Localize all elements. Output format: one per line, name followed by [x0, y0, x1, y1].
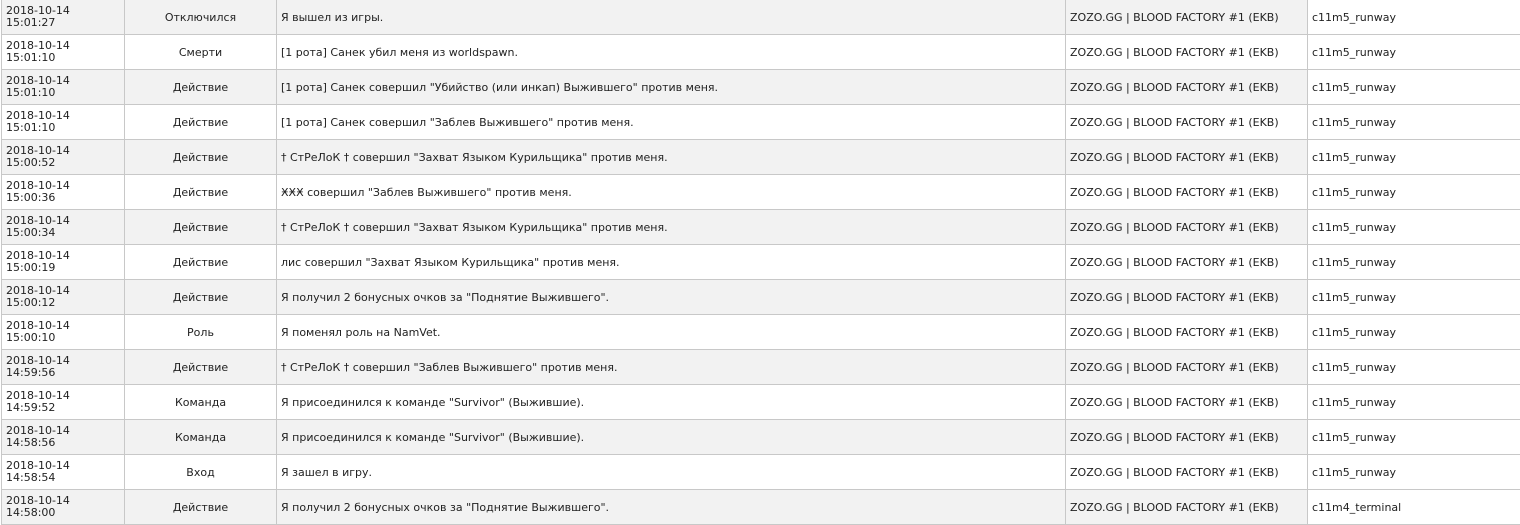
table-row — [2, 140, 1520, 175]
server-name-cell: ZOZO.GG | BLOOD FACTORY #1 (EKB) — [1066, 490, 1308, 525]
event-time: 14:58:54 — [6, 472, 120, 484]
event-description-cell: ӾӾӾ совершил "Заблев Выжившего" против меня. — [277, 175, 1066, 210]
map-name-cell: c11m5_runway — [1308, 140, 1520, 175]
event-time: 15:00:10 — [6, 332, 120, 344]
event-date: 2018-10-14 — [6, 285, 120, 297]
event-type-cell: Смерти — [125, 35, 277, 70]
date-cell — [2, 385, 125, 420]
event-description-cell: [1 рота] Санек совершил "Заблев Выжившего" против меня. — [277, 105, 1066, 140]
event-date: 2018-10-14 — [6, 390, 120, 402]
event-description-cell: [1 рота] Санек убил меня из worldspawn. — [277, 35, 1066, 70]
event-type-cell: Действие — [125, 350, 277, 385]
date-cell — [2, 70, 125, 105]
server-name-cell: ZOZO.GG | BLOOD FACTORY #1 (EKB) — [1066, 175, 1308, 210]
map-name-cell: c11m5_runway — [1308, 455, 1520, 490]
date-cell — [2, 280, 125, 315]
event-description-cell: Я вышел из игры. — [277, 0, 1066, 35]
date-cell — [2, 315, 125, 350]
table-row — [2, 350, 1520, 385]
event-description-cell: Я поменял роль на NamVet. — [277, 315, 1066, 350]
event-type-cell: Действие — [125, 280, 277, 315]
event-time: 15:01:27 — [6, 17, 120, 29]
server-name-cell: ZOZO.GG | BLOOD FACTORY #1 (EKB) — [1066, 70, 1308, 105]
event-date: 2018-10-14 — [6, 5, 120, 17]
event-time: 14:58:56 — [6, 437, 120, 449]
table-row — [2, 280, 1520, 315]
event-date: 2018-10-14 — [6, 215, 120, 227]
map-name-cell: c11m5_runway — [1308, 35, 1520, 70]
date-cell — [2, 245, 125, 280]
event-date: 2018-10-14 — [6, 180, 120, 192]
date-cell — [2, 350, 125, 385]
event-date: 2018-10-14 — [6, 355, 120, 367]
server-name-cell: ZOZO.GG | BLOOD FACTORY #1 (EKB) — [1066, 280, 1308, 315]
event-description-cell: [1 рота] Санек совершил "Убийство (или инкап) Выжившего" против меня. — [277, 70, 1066, 105]
event-time: 15:01:10 — [6, 122, 120, 134]
table-row — [2, 315, 1520, 350]
event-date: 2018-10-14 — [6, 250, 120, 262]
date-cell — [2, 455, 125, 490]
event-date: 2018-10-14 — [6, 145, 120, 157]
server-name-cell: ZOZO.GG | BLOOD FACTORY #1 (EKB) — [1066, 385, 1308, 420]
date-cell — [2, 35, 125, 70]
event-date: 2018-10-14 — [6, 75, 120, 87]
map-name-cell: c11m5_runway — [1308, 420, 1520, 455]
event-log-table — [1, 0, 1520, 525]
date-cell — [2, 210, 125, 245]
event-time: 14:59:56 — [6, 367, 120, 379]
server-name-cell: ZOZO.GG | BLOOD FACTORY #1 (EKB) — [1066, 350, 1308, 385]
event-time: 15:00:34 — [6, 227, 120, 239]
map-name-cell: c11m5_runway — [1308, 0, 1520, 35]
event-type-cell: Команда — [125, 385, 277, 420]
server-name-cell: ZOZO.GG | BLOOD FACTORY #1 (EKB) — [1066, 0, 1308, 35]
event-date: 2018-10-14 — [6, 110, 120, 122]
server-name-cell: ZOZO.GG | BLOOD FACTORY #1 (EKB) — [1066, 105, 1308, 140]
table-row — [2, 385, 1520, 420]
server-name-cell: ZOZO.GG | BLOOD FACTORY #1 (EKB) — [1066, 245, 1308, 280]
map-name-cell: c11m5_runway — [1308, 210, 1520, 245]
map-name-cell: c11m5_runway — [1308, 105, 1520, 140]
table-row — [2, 70, 1520, 105]
event-log-body — [2, 0, 1520, 525]
map-name-cell: c11m5_runway — [1308, 280, 1520, 315]
event-date: 2018-10-14 — [6, 495, 120, 507]
event-date: 2018-10-14 — [6, 460, 120, 472]
event-description-cell: † СтРеЛоК † совершил "Захват Языком Курильщика" против меня. — [277, 140, 1066, 175]
event-time: 15:00:36 — [6, 192, 120, 204]
event-description-cell: Я зашел в игру. — [277, 455, 1066, 490]
table-row — [2, 210, 1520, 245]
event-time: 15:00:52 — [6, 157, 120, 169]
event-date: 2018-10-14 — [6, 425, 120, 437]
event-type-cell: Отключился — [125, 0, 277, 35]
event-description-cell: † СтРеЛоК † совершил "Заблев Выжившего" против меня. — [277, 350, 1066, 385]
event-type-cell: Действие — [125, 175, 277, 210]
event-time: 15:00:12 — [6, 297, 120, 309]
event-type-cell: Действие — [125, 70, 277, 105]
server-name-cell: ZOZO.GG | BLOOD FACTORY #1 (EKB) — [1066, 35, 1308, 70]
date-cell — [2, 0, 125, 35]
table-row — [2, 35, 1520, 70]
event-type-cell: Действие — [125, 140, 277, 175]
server-name-cell: ZOZO.GG | BLOOD FACTORY #1 (EKB) — [1066, 420, 1308, 455]
map-name-cell: c11m5_runway — [1308, 245, 1520, 280]
date-cell — [2, 105, 125, 140]
event-description-cell: Я получил 2 бонусных очков за "Поднятие Выжившего". — [277, 280, 1066, 315]
event-date: 2018-10-14 — [6, 320, 120, 332]
map-name-cell: c11m5_runway — [1308, 175, 1520, 210]
table-row — [2, 490, 1520, 525]
server-name-cell: ZOZO.GG | BLOOD FACTORY #1 (EKB) — [1066, 315, 1308, 350]
event-time: 14:58:00 — [6, 507, 120, 519]
event-type-cell: Действие — [125, 245, 277, 280]
event-type-cell: Команда — [125, 420, 277, 455]
map-name-cell: c11m5_runway — [1308, 315, 1520, 350]
event-type-cell: Вход — [125, 455, 277, 490]
event-description-cell: † СтРеЛоК † совершил "Захват Языком Курильщика" против меня. — [277, 210, 1066, 245]
event-time: 15:01:10 — [6, 87, 120, 99]
table-row — [2, 105, 1520, 140]
map-name-cell: c11m5_runway — [1308, 385, 1520, 420]
date-cell — [2, 420, 125, 455]
server-name-cell: ZOZO.GG | BLOOD FACTORY #1 (EKB) — [1066, 140, 1308, 175]
event-description-cell: лис совершил "Захват Языком Курильщика" против меня. — [277, 245, 1066, 280]
table-row — [2, 420, 1520, 455]
event-description-cell: Я получил 2 бонусных очков за "Поднятие Выжившего". — [277, 490, 1066, 525]
date-cell — [2, 490, 125, 525]
map-name-cell: c11m4_terminal — [1308, 490, 1520, 525]
event-type-cell: Роль — [125, 315, 277, 350]
date-cell — [2, 175, 125, 210]
table-row — [2, 175, 1520, 210]
map-name-cell: c11m5_runway — [1308, 70, 1520, 105]
map-name-cell: c11m5_runway — [1308, 350, 1520, 385]
date-cell — [2, 140, 125, 175]
server-name-cell: ZOZO.GG | BLOOD FACTORY #1 (EKB) — [1066, 210, 1308, 245]
event-type-cell: Действие — [125, 210, 277, 245]
event-time: 15:00:19 — [6, 262, 120, 274]
event-type-cell: Действие — [125, 490, 277, 525]
event-description-cell: Я присоединился к команде "Survivor" (Выжившие). — [277, 385, 1066, 420]
event-time: 15:01:10 — [6, 52, 120, 64]
table-row — [2, 455, 1520, 490]
server-name-cell: ZOZO.GG | BLOOD FACTORY #1 (EKB) — [1066, 455, 1308, 490]
event-date: 2018-10-14 — [6, 40, 120, 52]
event-time: 14:59:52 — [6, 402, 120, 414]
table-row — [2, 245, 1520, 280]
table-row — [2, 0, 1520, 35]
event-type-cell: Действие — [125, 105, 277, 140]
event-description-cell: Я присоединился к команде "Survivor" (Выжившие). — [277, 420, 1066, 455]
